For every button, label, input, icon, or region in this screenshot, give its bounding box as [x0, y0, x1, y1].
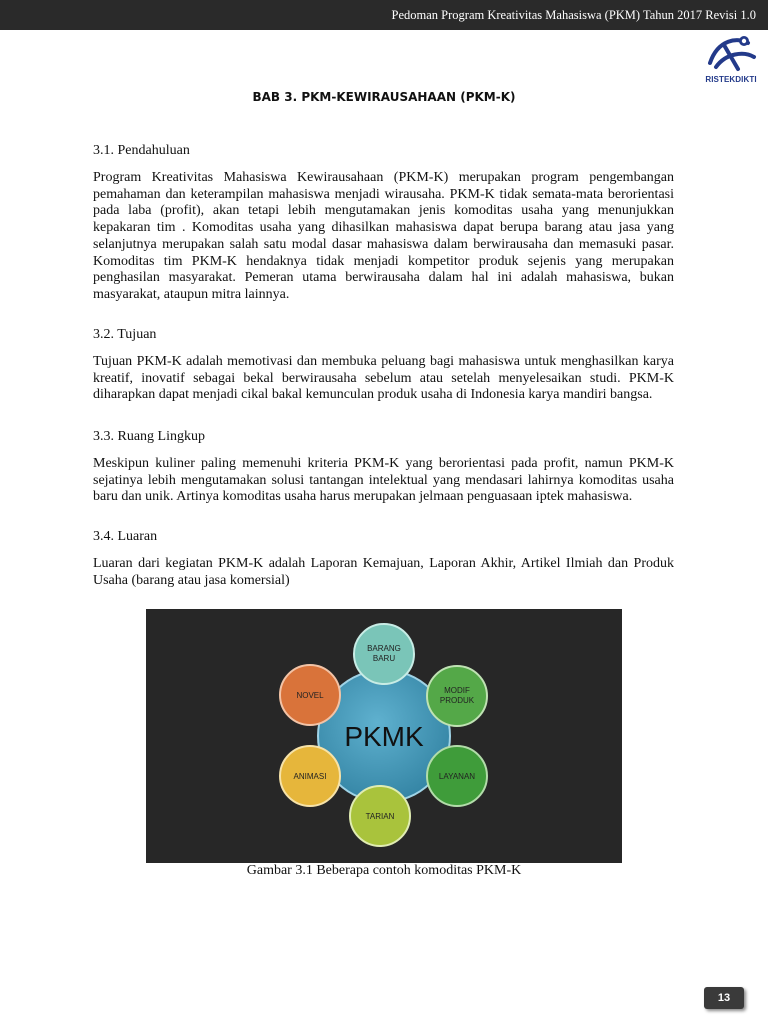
section-heading-ruang-lingkup: 3.3. Ruang Lingkup [93, 429, 205, 444]
node-label: MODIF [444, 686, 470, 695]
pkmk-diagram-svg [146, 609, 622, 863]
node-modif-produk [427, 666, 487, 726]
node-novel [280, 665, 340, 725]
node-label: LAYANAN [438, 772, 476, 781]
node-animasi [280, 746, 340, 806]
node-layanan [427, 746, 487, 806]
node-label: ANIMASI [293, 772, 327, 781]
page-number: 13 [704, 987, 744, 1009]
ristekdikti-logo [700, 33, 762, 87]
running-title: Pedoman Program Kreativitas Mahasiswa (PKM) Tahun 2017 Revisi 1.0 [391, 8, 756, 22]
node-label: BARANG [367, 644, 401, 653]
chapter-title: BAB 3. PKM-KEWIRAUSAHAAN (PKM-K) [252, 90, 516, 104]
section-body-tujuan: Tujuan PKM-K adalah memotivasi dan membuka peluang bagi mahasiswa untuk menghasilkan karya kreatif, inovatif sebagai bekal berwirausaha sebelum atau setelah menyelesaikan studi. PKM-K diharapkan dapat menjadi cikal bakal kemunculan produk usaha di Indonesia karya mandiri bangsa. [93, 354, 674, 403]
center-label: PKMK [344, 721, 424, 752]
section-heading-pendahuluan: 3.1. Pendahuluan [93, 143, 190, 158]
node-label: NOVEL [296, 691, 324, 700]
figure-caption: Gambar 3.1 Beberapa contoh komoditas PKM-K [246, 863, 522, 878]
pkmk-diagram [146, 609, 622, 863]
section-body-ruang-lingkup: Meskipun kuliner paling memenuhi kriteria PKM-K yang berorientasi pada profit, namun PKM-K sejatinya lebih mengutamakan solusi tantangan intelektual yang mendasari lahirnya komoditas usaha baru dan unik. Artinya komoditas usaha harus merupakan jelmaan penguasaan iptek mahasiswa. [93, 456, 674, 505]
node-label: TARIAN [365, 812, 395, 821]
section-body-pendahuluan: Program Kreativitas Mahasiswa Kewirausahaan (PKM-K) merupakan program pengembangan pemahaman dan keterampilan mahasiswa menjadi wirausaha. PKM-K tidak semata-mata berorientasi pada laba (profit), akan tetapi lebih mengutamakan jenis komoditas usaha yang menunjukkan kepakaran tim . Komoditas usaha yang dihasilkan mahasiswa dapat berupa barang atau jasa yang selanjutnya merupakan salah satu modal dasar mahasiswa dalam berwirausaha dan memasuki pasar. Komoditas tim PKM-K hendaknya tidak menjadi kompetitor produk sejenis yang merupakan penghasilan masyarakat. Pemeran utama berwirausaha dalam hal ini adalah mahasiswa, bukan masyarakat, ataupun mitra lainnya. [93, 170, 674, 302]
node-barang-baru [354, 624, 414, 684]
section-heading-luaran: 3.4. Luaran [93, 529, 158, 544]
ristekdikti-emblem-icon [704, 33, 758, 75]
section-heading-tujuan: 3.2. Tujuan [93, 327, 157, 342]
logo-text: RISTEKDIKTI [705, 75, 757, 84]
node-label: PRODUK [439, 696, 475, 705]
node-tarian [350, 786, 410, 846]
section-body-luaran: Luaran dari kegiatan PKM-K adalah Laporan Kemajuan, Laporan Akhir, Artikel Ilmiah dan Produk Usaha (barang atau jasa komersial) [93, 556, 674, 588]
node-label: BARU [372, 654, 396, 663]
running-header [0, 0, 768, 30]
